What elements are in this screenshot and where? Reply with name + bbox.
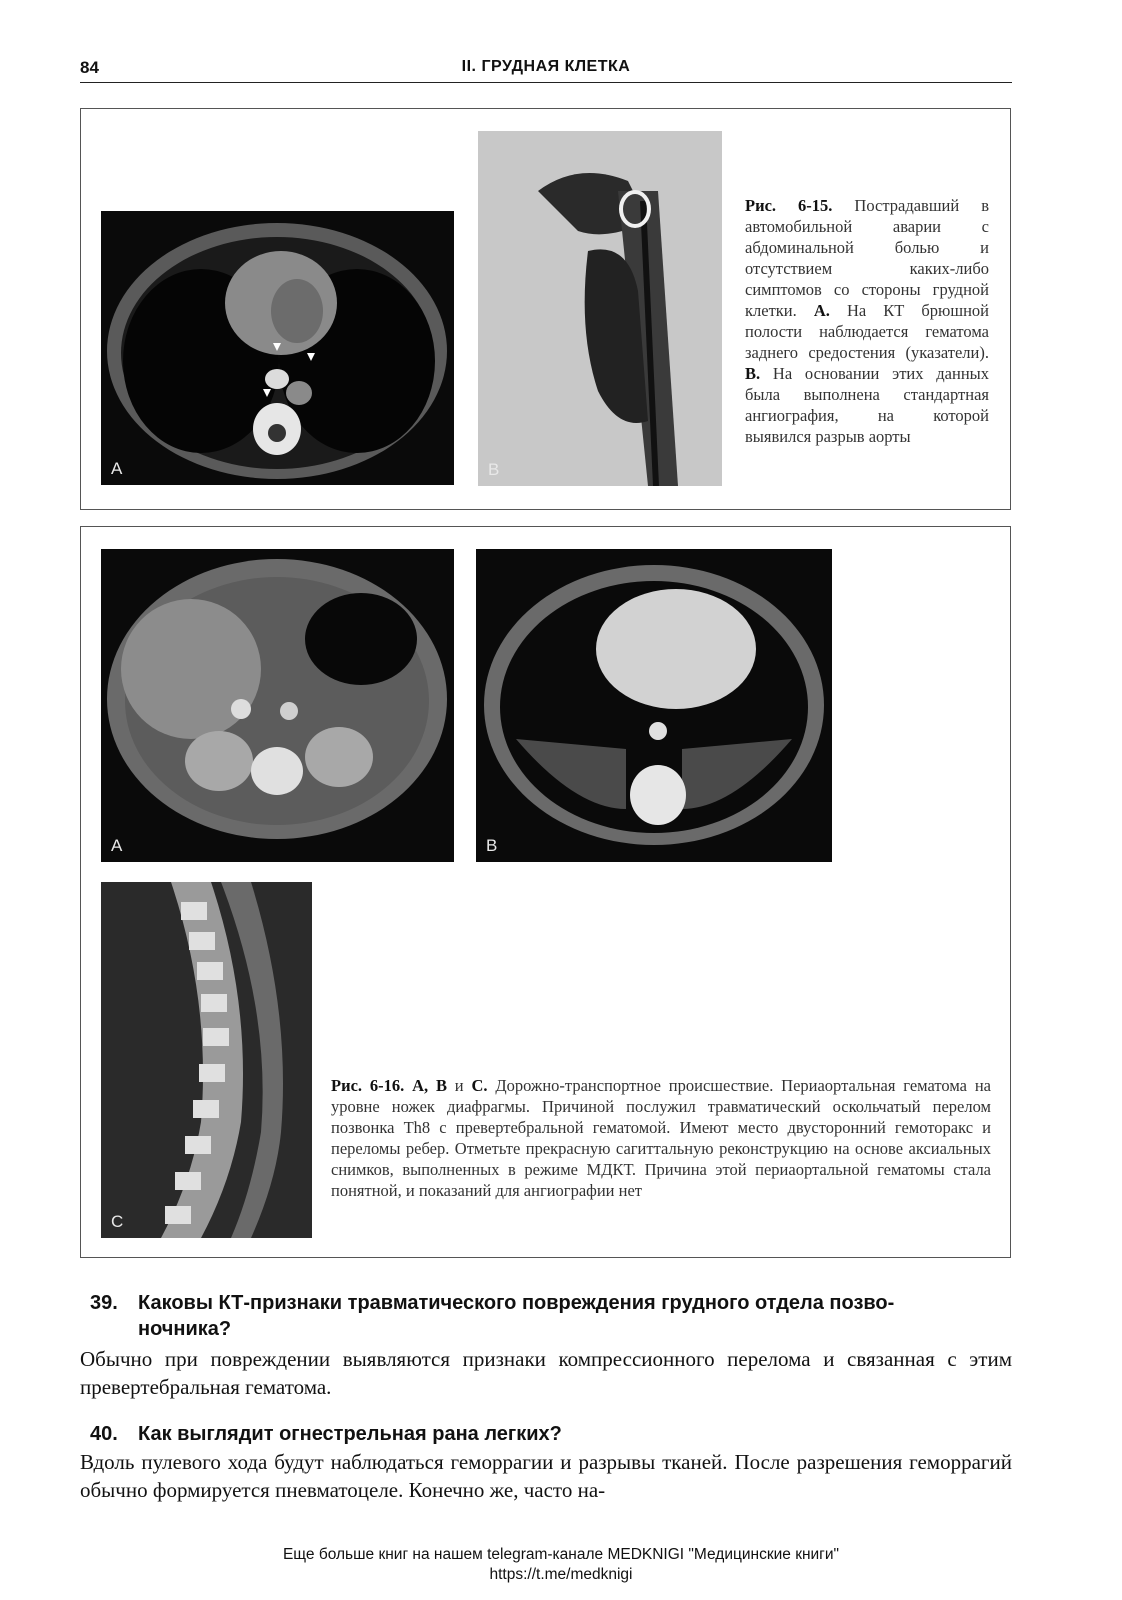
figure-6-15-image-a	[101, 211, 454, 485]
answer-40: Вдоль пулевого хода будут наблюдаться геморрагии и разрывы тканей. После разрешения геморрагий обычно формируется пневматоцеле. Конечно же, часто на-	[80, 1450, 1012, 1502]
angiography-aorta	[478, 131, 722, 486]
figure-6-15	[80, 108, 1011, 510]
question-title-continued: ночника?	[138, 1318, 232, 1340]
question-number: 40.	[90, 1423, 118, 1445]
chapter-title: II. ГРУДНАЯ КЛЕТКА	[461, 58, 631, 75]
figure-6-15-caption: Рис. 6-15. Пострадавший в автомобильной аварии с абдоминальной болью и отсутствием каких-либо симптомов со стороны грудной клетки. А. На КТ брюшной полости наблюдается гематома заднего средостения (указатели). В. На основании этих данных была выполнена стандартная ангиография, на которой выявился разрыв аорты	[745, 196, 989, 446]
panel-label-a: A	[111, 459, 123, 478]
figure-6-16-image-a	[101, 549, 454, 862]
panel-label-c: C	[111, 1212, 124, 1231]
figure-6-16-caption: Рис. 6-16. А, В и С. Дорожно-транспортное происшествие. Периаортальная гематома на уровне ножек диафрагмы. Причиной послужил травматический оскольчатый перелом позвонка Th8 с превертебральной гематомой. Имеют место двусторонний гемоторакс и переломы ребер. Отметьте прекрасную сагиттальную реконструкцию на основе аксиальных снимков, выполненных в режиме МДКТ. Причина этой периаортальной гематомы стала понятной, и показаний для ангиографии нет	[331, 1076, 991, 1200]
answer-39: Обычно при повреждении выявляются признаки компрессионного перелома и связанная с этим превертебральная гематома.	[80, 1347, 1012, 1399]
question-39-heading	[90, 1290, 1020, 1342]
figure-6-15-image-b	[478, 131, 722, 486]
ct-chest-hemothorax	[476, 549, 832, 862]
running-header	[80, 56, 1012, 83]
panel-label-a: A	[111, 836, 123, 855]
page-number: 84	[80, 58, 99, 77]
footer-line-1: Еще больше книг на нашем telegram-канале MEDKNIGI "Медицинские книги"	[282, 1546, 840, 1563]
question-40-heading	[90, 1421, 1020, 1447]
footer-link[interactable]: https://t.me/medknigi	[489, 1566, 633, 1583]
ct-chest-axial	[101, 211, 454, 485]
question-title: Каковы КТ-признаки травматического повреждения грудного отдела позво-	[138, 1292, 895, 1314]
panel-label-b: B	[488, 460, 500, 479]
question-title: Как выглядит огнестрельная рана легких?	[138, 1423, 562, 1445]
ct-abdomen-axial	[101, 549, 454, 862]
ct-spine-sagittal	[101, 882, 312, 1238]
panel-label-b: B	[486, 836, 498, 855]
figure-6-16	[80, 526, 1011, 1258]
figure-6-16-image-c	[101, 882, 312, 1238]
figure-6-16-image-b	[476, 549, 832, 862]
question-number: 39.	[90, 1292, 118, 1314]
